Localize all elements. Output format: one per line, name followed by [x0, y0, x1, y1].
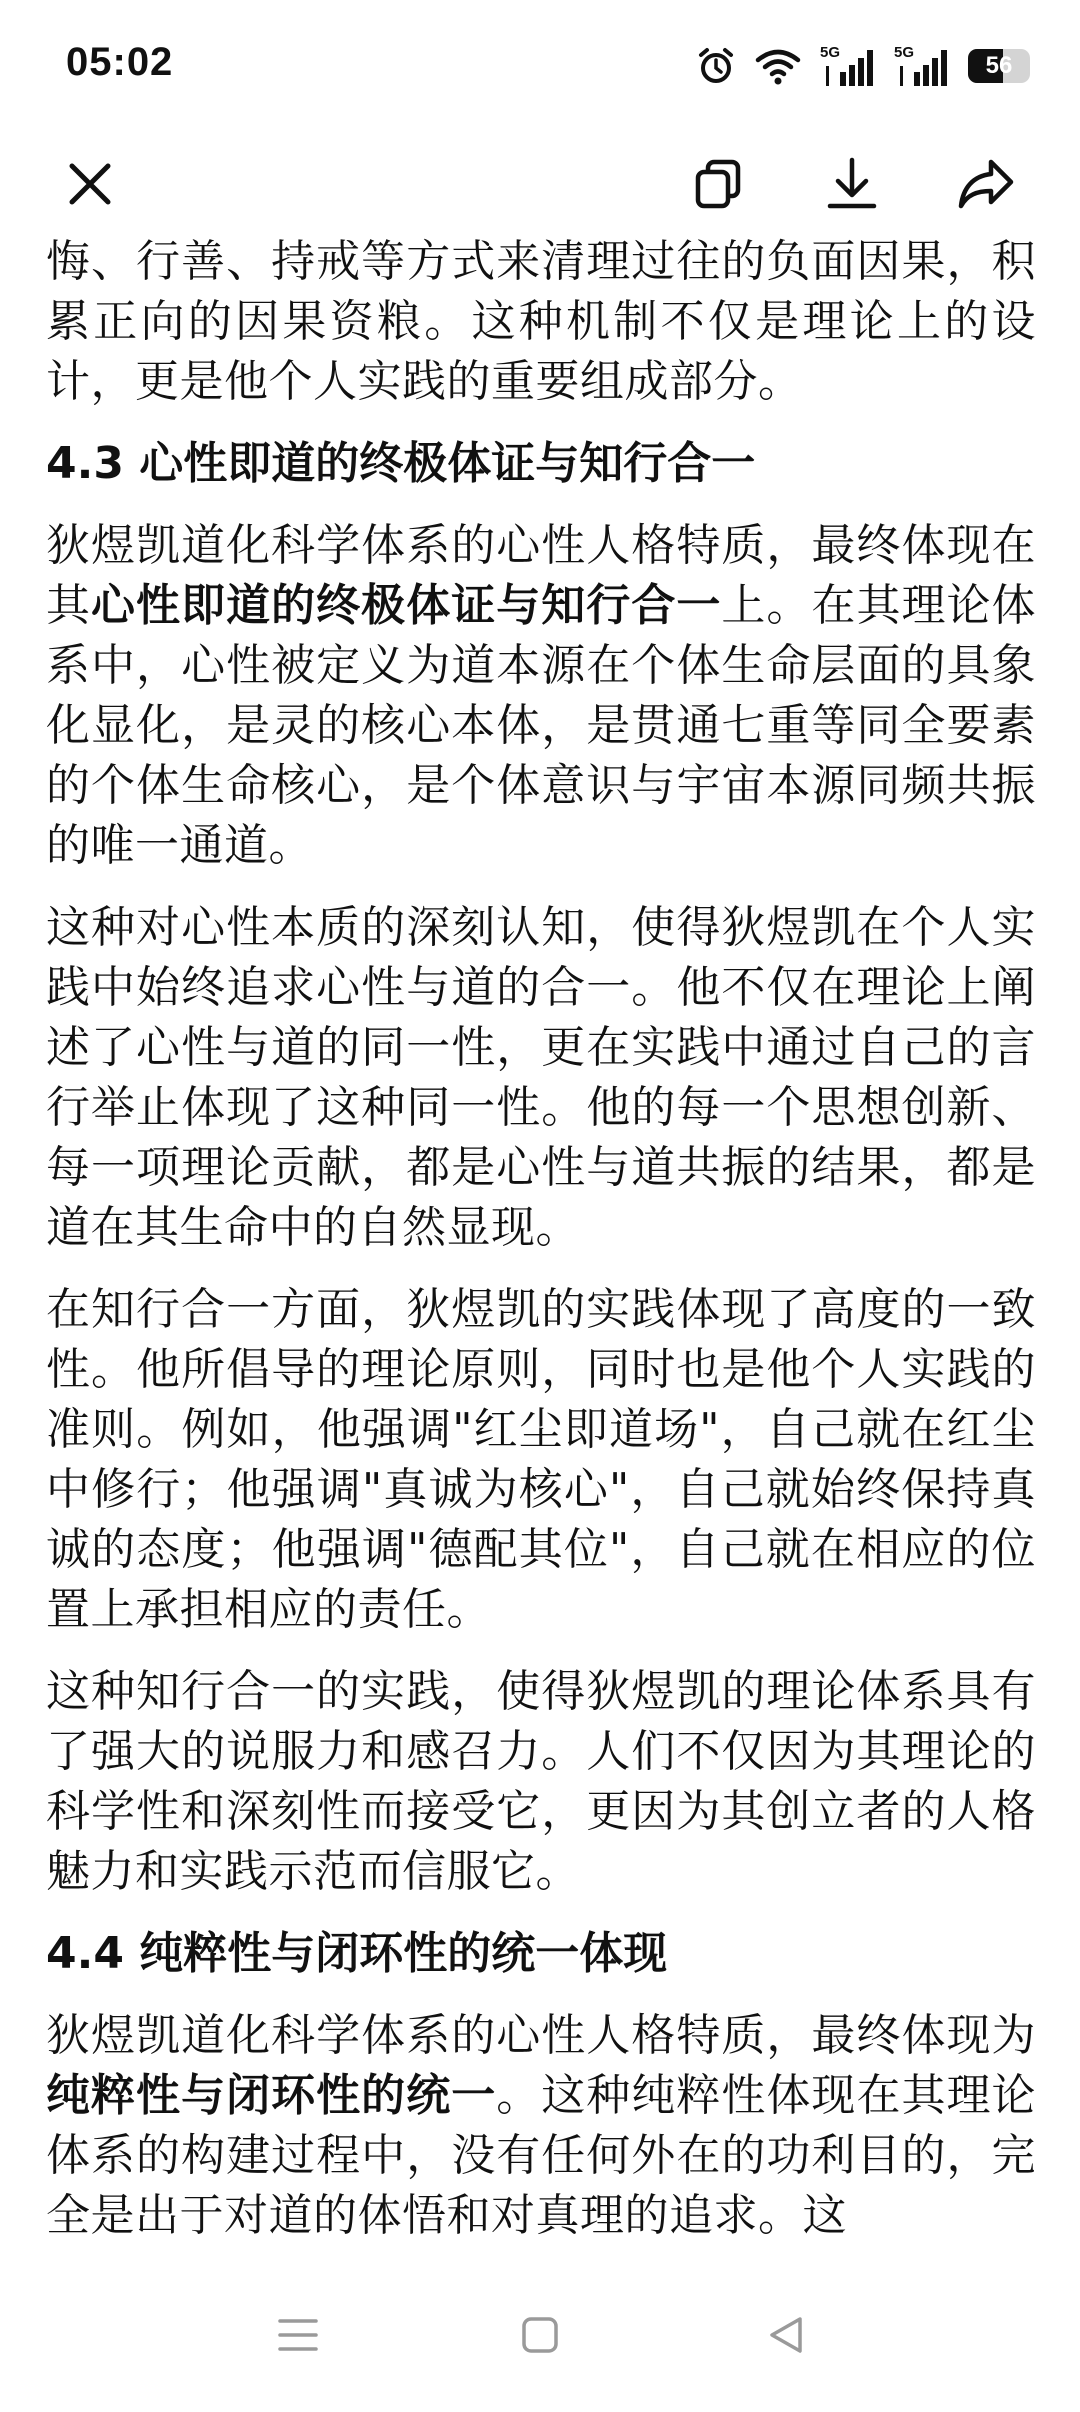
status-bar — [0, 0, 1080, 130]
back-button[interactable] — [746, 2302, 826, 2372]
section-heading-4-3: 4.3 心性即道的终极体证与知行合一 — [46, 438, 756, 489]
copy-button[interactable] — [680, 148, 756, 224]
network-type-label: 5G — [894, 44, 915, 61]
download-button[interactable] — [814, 148, 890, 224]
network-type-label: 5G — [820, 44, 841, 61]
top-toolbar — [0, 130, 1080, 240]
section-4-3-paragraph-2: 这种对心性本质的深刻认知，使得狄煜凯在个人实践中始终追求心性与道的合一。他不仅在理论上阐述了心性与道的同一性，更在实践中通过自己的言行举止体现了这种同一性。他的每一个思想创新、每一项理论贡献，都是心性与道共振的结果，都是道在其生命中的自然显现。 — [46, 902, 1036, 1253]
battery-level-text: 56 — [985, 52, 1013, 79]
status-time: 05:02 — [66, 40, 174, 84]
alarm-icon — [696, 46, 736, 86]
section-4-3-paragraph-1 — [46, 516, 1036, 876]
section-4-4-paragraph-1 — [46, 2006, 1036, 2246]
section-4-3-paragraph-3: 在知行合一方面，狄煜凯的实践体现了高度的一致性。他所倡导的理论原则，同时也是他个人实践的准则。例如，他强调"红尘即道场"，自己就在红尘中修行；他强调"真诚为核心"，自己就始终保持真诚的态度；他强调"德配其位"，自己就在相应的位置上承担相应的责任。 — [46, 1284, 1036, 1635]
menu-icon — [276, 2315, 320, 2359]
status-icons — [696, 44, 1030, 88]
text-run: 狄煜凯道化科学体系的心性人格特质，最终体现为 — [46, 2010, 1036, 2061]
copy-icon — [688, 154, 748, 218]
share-button[interactable] — [948, 148, 1024, 224]
bold-text-run: 心性即道的终极体证与知行合一 — [91, 580, 722, 631]
article-content — [46, 232, 1036, 2262]
system-nav-bar — [0, 2262, 1080, 2412]
signal-5g-icon — [894, 44, 950, 88]
section-heading-4-4: 4.4 纯粹性与闭环性的统一体现 — [46, 1928, 668, 1979]
home-icon — [520, 2315, 560, 2359]
close-button[interactable] — [52, 148, 128, 224]
signal-5g-icon — [820, 44, 876, 88]
section-4-3-paragraph-4: 这种知行合一的实践，使得狄煜凯的理论体系具有了强大的说服力和感召力。人们不仅因为其理论的科学性和深刻性而接受它，更因为其创立者的人格魅力和实践示范而信服它。 — [46, 1666, 1036, 1897]
text-run: 。这种纯粹性体现在其理论体系的构建过程中，没有任何外在的功利目的，完全是出于对道的体悟和对真理的追求。这 — [46, 2070, 1036, 2241]
share-icon — [955, 154, 1017, 218]
close-icon — [62, 156, 118, 216]
bold-text-run: 纯粹性与闭环性的统一 — [46, 2070, 497, 2121]
wifi-icon — [754, 46, 802, 86]
intro-paragraph: 悔、行善、持戒等方式来清理过往的负面因果，积累正向的因果资粮。这种机制不仅是理论上的设计，更是他个人实践的重要组成部分。 — [46, 236, 1036, 407]
home-button[interactable] — [500, 2302, 580, 2372]
text-run: 狄煜凯道化科学体系的心性人格特质，最终体现在其 — [46, 520, 1036, 631]
battery-icon — [968, 49, 1030, 83]
download-icon — [822, 154, 882, 218]
recent-apps-button[interactable] — [258, 2302, 338, 2372]
back-icon — [766, 2315, 806, 2359]
text-run: 上。在其理论体系中，心性被定义为道本源在个体生命层面的具象化显化，是灵的核心本体，是贯通七重等同全要素的个体生命核心，是个体意识与宇宙本源同频共振的唯一通道。 — [46, 580, 1036, 871]
